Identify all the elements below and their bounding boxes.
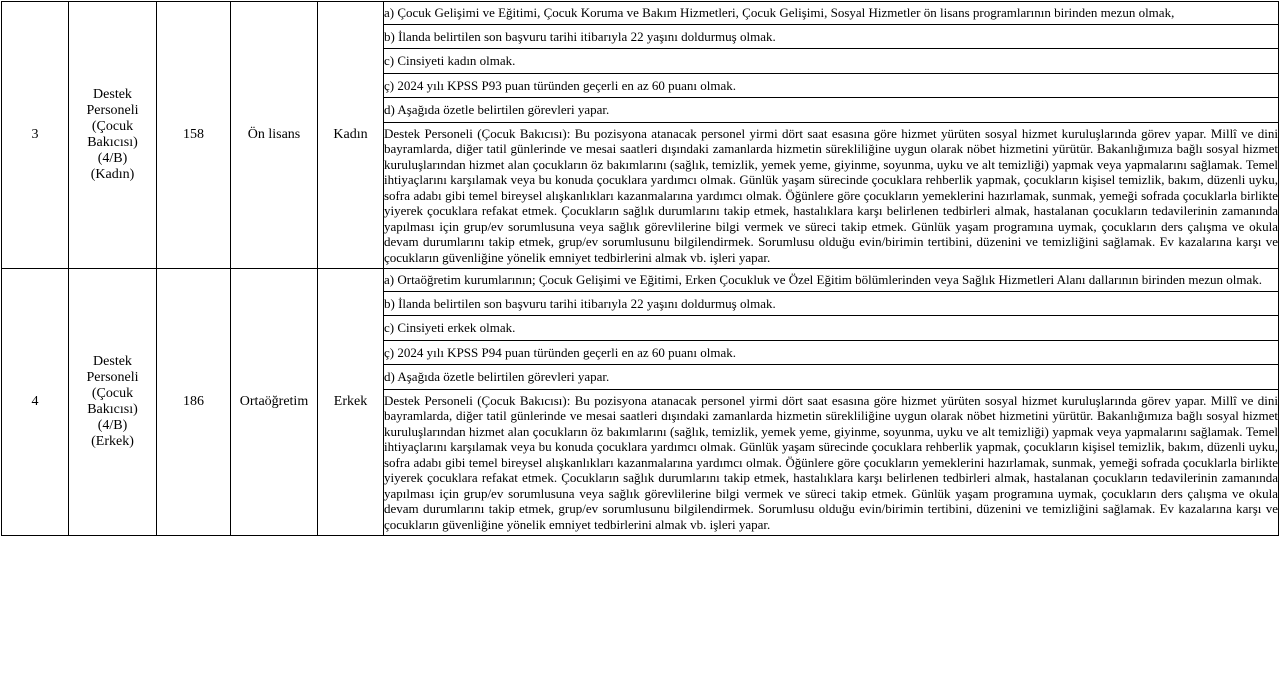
table-row [2,2,1279,25]
requirement-b: b) İlanda belirtilen son başvuru tarihi itibarıyla 22 yaşını doldurmuş olmak. [384,24,1279,49]
duties-description: Destek Personeli (Çocuk Bakıcısı): Bu pozisyona atanacak personel yirmi dört saat esasına göre hizmet yürüten sosyal hizmet kuruluşlarında görev yapar. Millî ve dini bayramlarda, diğer tatil günlerinde ve mesai saatleri dışındaki zamanlarda hizmetin sürekliliğine uygun olarak nöbet hizmetini yürütür. Bakanlığımıza bağlı sosyal hizmet kuruluşlarından hizmet alan çocukların öz bakımlarını (sağlık, temizlik, yemek yeme, giyinme, soyunma, uyku ve alt temizliği) yapmak veya yapmalarını sağlamak. Temel ihtiyaçlarını karşılamak veya bu konuda çocuklara yardımcı olmak. Günlük yaşam sürecinde çocuklara rehberlik yapmak, çocukların kişisel temizlik, bakım, düzenli uyku, sofra adabı gibi temel bireysel alışkanlıkları kazanmalarına yardımcı olmak. Öğünlere göre çocukların yemeklerini hazırlamak, sunmak, yemeği sofrada çocuklarla birlikte yiyerek çocuklara refakat etmek. Çocukların sağlık durumlarını takip etmek, hastalıklara karşı belirlenen tedbirleri almak, hastalanan çocukların tedavilerinin zamanında yapılması için grup/ev sorumlusuna veya sağlık görevlilerine bilgi vermek ve süreci takip etmek. Günlük yaşam programına uymak, çocukların ders çalışma ve okula devam durumlarını takip etmek, grup/ev sorumlusunu bilgilendirmek. Sorumlusu olduğu evin/birimin tertibini, düzenini ve temizliğini sağlamak. Ev kazalarına karşı ve çocukların güvenliğine yönelik emniyet tedbirlerini almak vb. işleri yapar. [384,389,1279,536]
education-level: Ortaöğretim [231,269,318,536]
position-title-line: (4/B) [97,418,128,433]
requirement-c: c) Cinsiyeti kadın olmak. [384,49,1279,74]
duties-description: Destek Personeli (Çocuk Bakıcısı): Bu pozisyona atanacak personel yirmi dört saat esasına göre hizmet yürüten sosyal hizmet kuruluşlarında görev yapar. Millî ve dini bayramlarda, diğer tatil günlerinde ve mesai saatleri dışındaki zamanlarda hizmetin sürekliliğine uygun olarak nöbet hizmetini yürütür. Bakanlığımıza bağlı sosyal hizmet kuruluşlarından hizmet alan çocukların öz bakımlarını (sağlık, temizlik, yemek yeme, giyinme, soyunma, uyku ve alt temizliği) yapmak veya yapmalarını sağlamak. Temel ihtiyaçlarını karşılamak veya bu konuda çocuklara yardımcı olmak. Günlük yaşam sürecinde çocuklara rehberlik yapmak, çocukların kişisel temizlik, bakım, düzenli uyku, sofra adabı gibi temel bireysel alışkanlıkları kazanmalarına yardımcı olmak. Öğünlere göre çocukların yemeklerini hazırlamak, sunmak, yemeği sofrada çocuklarla birlikte yiyerek çocuklara refakat etmek. Çocukların sağlık durumlarını takip etmek, hastalıklara karşı belirlenen tedbirleri almak, hastalanan çocukların tedavilerinin zamanında yapılması için grup/ev sorumlusuna veya sağlık görevlilerine bilgi vermek ve süreci takip etmek. Günlük yaşam programına uymak, çocukların ders çalışma ve okula devam durumlarını takip etmek, grup/ev sorumlusunu bilgilendirmek. Sorumlusu olduğu evin/birimin tertibini, düzenini ve temizliğini sağlamak. Ev kazalarına karşı ve çocukların güvenliğine yönelik emniyet tedbirlerini almak vb. işleri yapar. [384,122,1279,269]
position-title [69,269,157,536]
positions-table [1,1,1279,536]
position-quota: 186 [157,269,231,536]
education-level: Ön lisans [231,2,318,269]
position-title-line: Bakıcısı) [87,402,138,417]
position-title-line: Bakıcısı) [87,135,138,150]
position-quota: 158 [157,2,231,269]
position-number: 4 [2,269,69,536]
position-title-line: Personeli [86,103,139,118]
position-title-line: Destek [93,354,132,369]
position-title-line: (4/B) [97,151,128,166]
requirement-a: a) Ortaöğretim kurumlarının; Çocuk Gelişimi ve Eğitimi, Erken Çocukluk ve Özel Eğitim bölümlerinden veya Sağlık Hizmetleri Alanı dallarının birinden mezun olmak. [384,269,1279,292]
requirement-a: a) Çocuk Gelişimi ve Eğitimi, Çocuk Koruma ve Bakım Hizmetleri, Çocuk Gelişimi, Sosyal Hizmetler ön lisans programlarının birinden mezun olmak, [384,2,1279,25]
requirement-d: d) Aşağıda özetle belirtilen görevleri yapar. [384,365,1279,390]
requirement-c-cedilla: ç) 2024 yılı KPSS P94 puan türünden geçerli en az 60 puanı olmak. [384,340,1279,365]
requirement-c-cedilla: ç) 2024 yılı KPSS P93 puan türünden geçerli en az 60 puanı olmak. [384,73,1279,98]
position-title-line: Personeli [86,370,139,385]
requirement-c: c) Cinsiyeti erkek olmak. [384,316,1279,341]
requirement-b: b) İlanda belirtilen son başvuru tarihi itibarıyla 22 yaşını doldurmuş olmak. [384,291,1279,316]
gender: Kadın [318,2,384,269]
position-title-line: Destek [93,87,132,102]
position-title-line: (Çocuk [91,119,134,134]
position-title-line: (Kadın) [90,167,135,182]
gender: Erkek [318,269,384,536]
table-row [2,269,1279,292]
position-title [69,2,157,269]
requirement-d: d) Aşağıda özetle belirtilen görevleri yapar. [384,98,1279,123]
position-number: 3 [2,2,69,269]
position-title-line: (Erkek) [91,434,134,449]
position-title-line: (Çocuk [91,386,134,401]
